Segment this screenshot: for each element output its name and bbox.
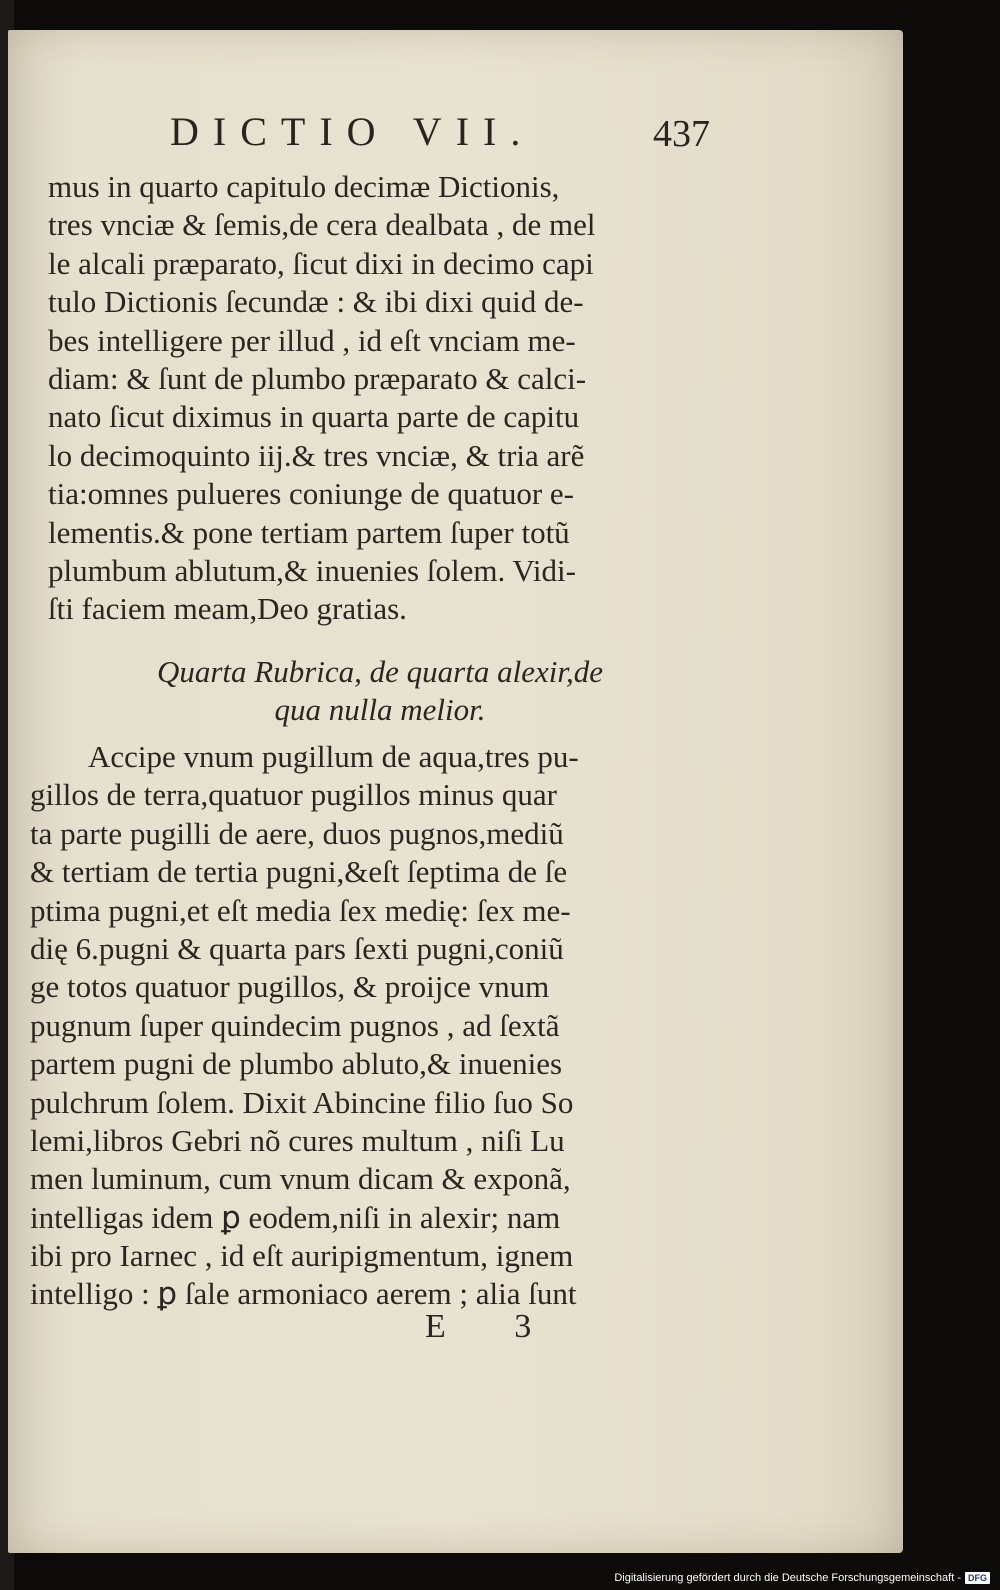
- page-number: 437: [653, 113, 710, 155]
- rubric-line: qua nulla melior.: [274, 692, 486, 728]
- text-line: ta parte pugilli de aere, duos pugnos,mediũ: [30, 815, 564, 851]
- text-line: Accipe vnum pugillum de aqua,tres pu-: [88, 739, 579, 774]
- text-line: partem pugni de plumbo abluto,& inuenies: [30, 1046, 563, 1082]
- text-line: diam: & ſunt de plumbo præparato & calci-: [48, 360, 587, 396]
- text-line: nato ſicut diximus in quarta parte de capitu: [48, 399, 580, 435]
- text-line: le alcali præparato, ſicut dixi in decimo capi: [48, 245, 594, 281]
- text-line: ſti faciem meam,Deo gratias.: [48, 591, 407, 627]
- text-line: lemi,libros Gebri nõ cures multum , niſi Lu: [30, 1122, 565, 1158]
- rubric-line: Quarta Rubrica, de quarta alexir,de: [156, 654, 603, 689]
- text-line: tres vnciæ & ſemis,de cera dealbata , de mel: [48, 207, 596, 243]
- text-line: ptima pugni,et eſt media ſex medię: ſex me-: [30, 892, 571, 928]
- signature-mark: E 3: [425, 1308, 562, 1345]
- text-line: men luminum, cum vnum dicam & exponã,: [30, 1161, 571, 1197]
- text-line: gillos de terra,quatuor pugillos minus quar: [30, 777, 557, 813]
- text-line: bes intelligere per illud , id eſt vnciam me-: [48, 322, 576, 358]
- page-header: [170, 108, 710, 168]
- text-line: & tertiam de tertia pugni,&eſt ſeptima de ſe: [30, 854, 568, 890]
- dfg-logo: DFG: [965, 1572, 990, 1584]
- text-line: plumbum ablutum,& inuenies ſolem. Vidi-: [48, 552, 576, 588]
- text-line: intelligas idem ꝑ eodem,niſi in alexir; nam: [30, 1199, 561, 1235]
- paragraph-2: [30, 738, 670, 1314]
- rubric-heading: [100, 652, 660, 729]
- paragraph-1: [48, 168, 688, 629]
- text-line: tulo Dictionis ſecundæ : & ibi dixi quid de-: [48, 284, 584, 320]
- text-line: ibi pro Iarnec , id eſt auripigmentum, ignem: [30, 1238, 574, 1274]
- credit-text: Digitalisierung gefördert durch die Deutsche Forschungsgemeinschaft -: [614, 1572, 961, 1584]
- text-line: pugnum ſuper quindecim pugnos , ad ſextã: [30, 1007, 560, 1043]
- text-line: pulchrum ſolem. Dixit Abincine filio ſuo So: [30, 1084, 574, 1120]
- text-line: ge totos quatuor pugillos, & proijce vnum: [30, 969, 550, 1005]
- text-line: dię 6.pugni & quarta pars ſexti pugni,coniũ: [30, 930, 564, 966]
- running-title: DICTIO VII.: [170, 109, 535, 154]
- text-line: lementis.& pone tertiam partem ſuper totũ: [48, 514, 570, 550]
- text-line: intelligo : ꝑ ſale armoniaco aerem ; alia ſunt: [30, 1276, 577, 1312]
- text-line: mus in quarto capitulo decimæ Dictionis,: [48, 169, 560, 204]
- text-line: lo decimoquinto iij.& tres vnciæ, & tria arẽ: [48, 437, 585, 473]
- digitization-credit: [614, 1572, 990, 1584]
- text-line: tia:omnes pulueres coniunge de quatuor e-: [48, 476, 574, 512]
